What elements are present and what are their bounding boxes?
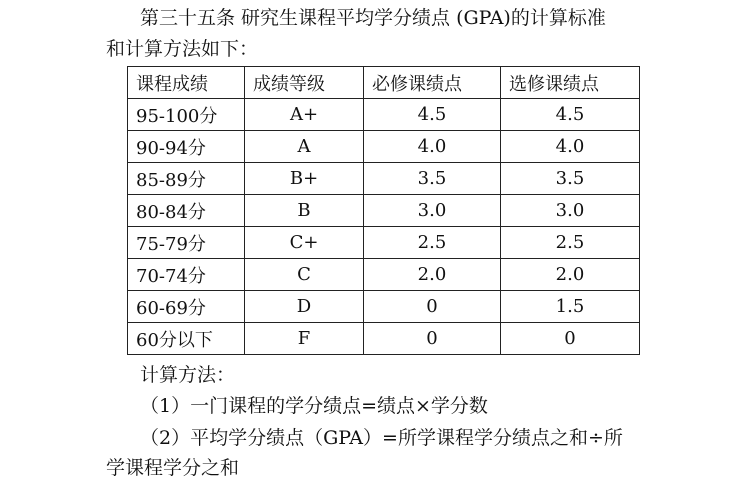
- cell-grade: A: [245, 131, 364, 163]
- header-elective-gpa: 选修课绩点: [501, 67, 640, 99]
- header-required-gpa: 必修课绩点: [364, 67, 501, 99]
- cell-elective: 3.0: [501, 195, 640, 227]
- table-row: [128, 291, 640, 323]
- cell-elective: 2.0: [501, 259, 640, 291]
- cell-score: 95-100分: [128, 99, 245, 131]
- cell-required: 4.0: [364, 131, 501, 163]
- cell-required: 3.5: [364, 163, 501, 195]
- method-heading: 计算方法：: [140, 364, 236, 386]
- method-item-1: （1）一门课程的学分绩点=绩点×学分数: [140, 395, 488, 417]
- method-item-2: （2）平均学分绩点（GPA）=所学课程学分绩点之和÷所: [140, 427, 623, 449]
- table-row: [128, 227, 640, 259]
- gpa-table: [127, 66, 640, 355]
- cell-elective: 4.5: [501, 99, 640, 131]
- cell-score: 60分以下: [128, 323, 245, 355]
- table-row: [128, 259, 640, 291]
- table-row: [128, 131, 640, 163]
- table-header-row: [128, 67, 640, 99]
- cell-grade: D: [245, 291, 364, 323]
- cell-grade: C+: [245, 227, 364, 259]
- cell-score: 80-84分: [128, 195, 245, 227]
- table-row: [128, 323, 640, 355]
- article-title-line-2: 和计算方法如下：: [106, 38, 259, 60]
- table-row: [128, 163, 640, 195]
- cell-required: 2.0: [364, 259, 501, 291]
- cell-score: 75-79分: [128, 227, 245, 259]
- cell-elective: 1.5: [501, 291, 640, 323]
- table-row: [128, 99, 640, 131]
- table-row: [128, 195, 640, 227]
- method-item-2-continued: 学课程学分之和: [106, 457, 240, 479]
- article-title-line: 第三十五条 研究生课程平均学分绩点 (GPA)的计算标准: [140, 7, 606, 29]
- cell-grade: B+: [245, 163, 364, 195]
- cell-score: 60-69分: [128, 291, 245, 323]
- cell-grade: C: [245, 259, 364, 291]
- cell-required: 3.0: [364, 195, 501, 227]
- cell-elective: 2.5: [501, 227, 640, 259]
- cell-elective: 3.5: [501, 163, 640, 195]
- cell-elective: 0: [501, 323, 640, 355]
- cell-required: 0: [364, 291, 501, 323]
- cell-score: 70-74分: [128, 259, 245, 291]
- cell-grade: B: [245, 195, 364, 227]
- cell-grade: F: [245, 323, 364, 355]
- cell-grade: A+: [245, 99, 364, 131]
- header-grade-level: 成绩等级: [245, 67, 364, 99]
- cell-required: 2.5: [364, 227, 501, 259]
- cell-score: 85-89分: [128, 163, 245, 195]
- cell-required: 4.5: [364, 99, 501, 131]
- header-course-score: 课程成绩: [128, 67, 245, 99]
- cell-elective: 4.0: [501, 131, 640, 163]
- cell-score: 90-94分: [128, 131, 245, 163]
- cell-required: 0: [364, 323, 501, 355]
